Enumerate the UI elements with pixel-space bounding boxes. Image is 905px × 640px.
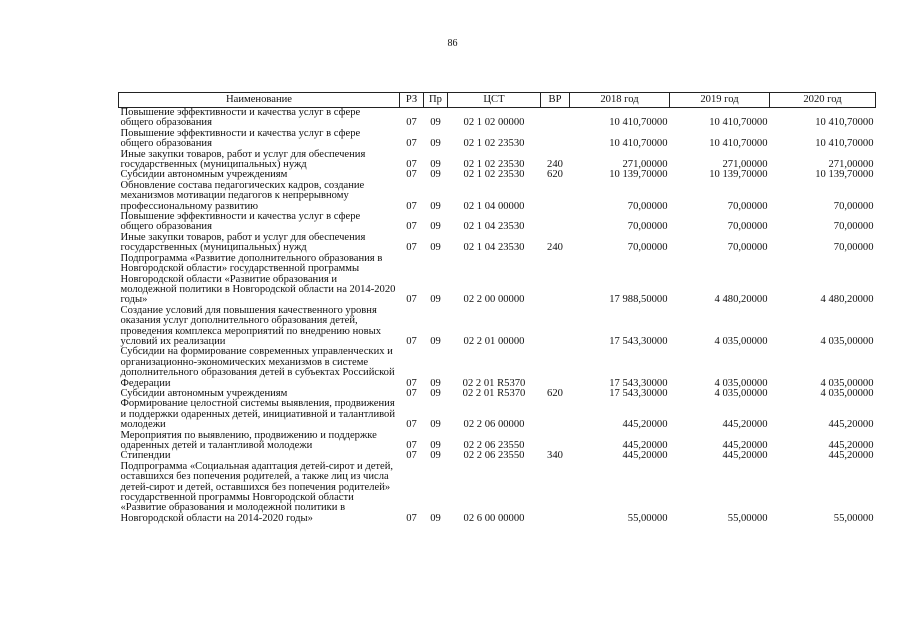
row-2020: 4 035,00000 [820,387,874,399]
row-rz: 07 [406,138,417,150]
row-cst: 02 2 01 R5370 [462,377,526,389]
row-2018: 70,00000 [627,221,668,233]
row-name: Иные закупки товаров, работ и услуг для обеспечения государственных (муниципальных) нужд [120,148,366,171]
row-2019: 70,00000 [727,221,768,233]
row-2018: 10 139,70000 [609,169,668,181]
row-name: Субсидии автономным учреждениям [120,387,288,399]
row-2020: 445,20000 [828,419,874,431]
header-name: Наименование [119,93,400,108]
header-2019: 2019 год [670,93,770,108]
table-row [119,129,876,150]
row-rz: 07 [406,450,417,462]
row-pr: 09 [430,159,441,171]
row-2018: 445,20000 [622,450,668,462]
row-2019: 4 035,00000 [714,377,768,389]
row-pr: 09 [430,440,441,451]
row-cst: 02 1 02 23530 [463,169,525,181]
row-2018: 70,00000 [627,242,668,254]
row-pr: 09 [430,335,441,347]
row-pr: 09 [430,419,441,431]
row-name: Мероприятия по выявлению, продвижению и поддержке одаренных детей и талантливой молодежи [120,429,377,451]
row-2018: 17 543,30000 [609,387,668,399]
row-vr: 620 [547,387,563,399]
row-2018: 55,00000 [627,512,668,524]
row-pr: 09 [430,450,441,462]
row-pr: 09 [430,169,441,181]
row-name: Субсидии автономным учреждениям [120,169,288,181]
budget-table [118,92,876,524]
row-2019: 70,00000 [727,200,768,212]
row-rz: 07 [406,440,417,451]
row-vr [541,108,570,129]
row-rz: 07 [406,512,417,524]
table-row [119,431,876,452]
row-name: Подпрограмма «Развитие дополнительного образования в Новгородской области» государственной программы Новгородской области «Развитие образования и молодежной политики в Новгородской области на 2014-2020 годы» [120,252,396,306]
row-2019: 4 035,00000 [714,335,768,347]
table-row [119,347,876,389]
row-2018: 10 410,70000 [609,117,668,129]
row-2019: 55,00000 [727,512,768,524]
row-cst: 02 2 01 00000 [463,335,525,347]
row-2020: 70,00000 [833,221,874,233]
header-2020: 2020 год [770,93,876,108]
row-2018: 17 543,30000 [609,335,668,347]
row-2018: 445,20000 [622,419,668,431]
row-rz: 07 [406,242,417,254]
row-vr [541,347,570,389]
row-cst: 02 2 01 R5370 [462,387,526,399]
row-vr: 340 [547,450,563,462]
row-rz: 07 [406,294,417,306]
row-name: Повышение эффективности и качества услуг в сфере общего образования [120,107,361,129]
row-vr [541,462,570,524]
row-2020: 4 035,00000 [820,335,874,347]
row-name: Субсидии на формирование современных управленческих и организационно-экономических механизмов в системе дополнительного образования детей в субъектах Российской Федерации [120,346,395,389]
row-pr: 09 [430,138,441,150]
row-cst: 02 1 04 23530 [463,221,525,233]
row-name: Стипендии [120,450,171,462]
row-rz: 07 [406,169,417,181]
row-cst: 02 2 06 00000 [463,419,525,431]
row-2019: 445,20000 [722,450,768,462]
table-header-row [119,93,876,108]
table-row [119,150,876,171]
row-pr: 09 [430,242,441,254]
row-name: Повышение эффективности и качества услуг в сфере общего образования [120,127,361,150]
header-cst: ЦСТ [448,93,541,108]
row-name: Формирование целостной системы выявления, продвижения и поддержки одаренных детей, инициативной и талантливой молодежи [120,398,396,431]
row-name: Создание условий для повышения качественного уровня оказания услуг дополнительного образования детей, проведения комплекса мероприятий по внедрению новых условий их реализации [120,304,381,347]
row-2019: 271,00000 [722,159,768,171]
row-2019: 445,20000 [722,440,768,451]
row-2020: 271,00000 [828,159,874,171]
row-rz: 07 [406,200,417,212]
row-2020: 10 139,70000 [815,169,874,181]
row-2020: 55,00000 [833,512,874,524]
row-2020: 10 410,70000 [815,117,874,129]
row-2018: 10 410,70000 [609,138,668,150]
row-2020: 70,00000 [833,200,874,212]
row-2019: 10 410,70000 [709,117,768,129]
row-2019: 10 139,70000 [709,169,768,181]
row-name: Обновление состава педагогических кадров, создание механизмов мотивации педагогов к непрерывному профессиональному развитию [120,179,365,212]
row-cst: 02 1 02 23530 [463,159,525,171]
row-rz: 07 [406,377,417,389]
row-2020: 10 410,70000 [815,138,874,150]
header-pr: Пр [424,93,448,108]
row-pr: 09 [430,200,441,212]
row-cst: 02 2 00 00000 [463,294,525,306]
row-vr: 240 [547,242,563,254]
row-rz: 07 [406,335,417,347]
row-2018: 70,00000 [627,200,668,212]
row-name: Подпрограмма «Социальная адаптация детей-сирот и детей, оставшихся без попечения родителей, а также лиц из числа детей-сирот и детей, оставшихся без попечения родителей» государственной программы Новгородской области «Развитие образования и молодежной политики в Новгородской области на 2014-2020 годы» [120,460,394,524]
row-cst: 02 2 06 23550 [463,440,525,451]
row-2019: 445,20000 [722,419,768,431]
table-row [119,108,876,129]
row-cst: 02 1 02 00000 [463,117,525,129]
table-row [119,306,876,348]
row-2020: 445,20000 [828,440,874,451]
row-vr [541,306,570,348]
header-rz: РЗ [400,93,424,108]
row-vr: 240 [547,159,563,171]
row-vr [541,129,570,150]
row-pr: 09 [430,294,441,306]
row-name: Повышение эффективности и качества услуг в сфере общего образования [120,211,361,233]
header-vr: ВР [541,93,570,108]
row-pr: 09 [430,387,441,399]
row-cst: 02 6 00 00000 [463,512,525,524]
row-cst: 02 1 04 23530 [463,242,525,254]
row-vr: 620 [547,169,563,181]
row-vr [541,212,570,233]
row-2019: 4 480,20000 [714,294,768,306]
row-vr [541,254,570,306]
row-pr: 09 [430,377,441,389]
row-pr: 09 [430,117,441,129]
row-rz: 07 [406,419,417,431]
row-2018: 445,20000 [622,440,668,451]
table-row [119,212,876,233]
header-2018: 2018 год [570,93,670,108]
row-2018: 271,00000 [622,159,668,171]
table-row [119,399,876,430]
row-vr [541,181,570,212]
row-2020: 445,20000 [828,450,874,462]
row-2020: 70,00000 [833,242,874,254]
row-pr: 09 [430,512,441,524]
row-rz: 07 [406,159,417,171]
row-rz: 07 [406,117,417,129]
table-row [119,181,876,212]
table-row [119,233,876,254]
row-2020: 4 480,20000 [820,294,874,306]
row-2019: 10 410,70000 [709,138,768,150]
row-rz: 07 [406,387,417,399]
row-2019: 4 035,00000 [714,387,768,399]
row-pr: 09 [430,221,441,233]
row-cst: 02 1 02 23530 [463,138,525,150]
table-row [119,462,876,524]
row-2019: 70,00000 [727,242,768,254]
row-cst: 02 2 06 23550 [463,450,525,462]
row-name: Иные закупки товаров, работ и услуг для обеспечения государственных (муниципальных) нужд [120,231,366,254]
row-2018: 17 543,30000 [609,377,668,389]
row-rz: 07 [406,221,417,233]
row-cst: 02 1 04 00000 [463,200,525,212]
table-row [119,254,876,306]
row-vr [541,399,570,430]
row-2018: 17 988,50000 [609,294,668,306]
row-2020: 4 035,00000 [820,377,874,389]
page-number: 86 [447,38,458,49]
table-body [119,108,876,525]
row-vr [541,431,570,452]
